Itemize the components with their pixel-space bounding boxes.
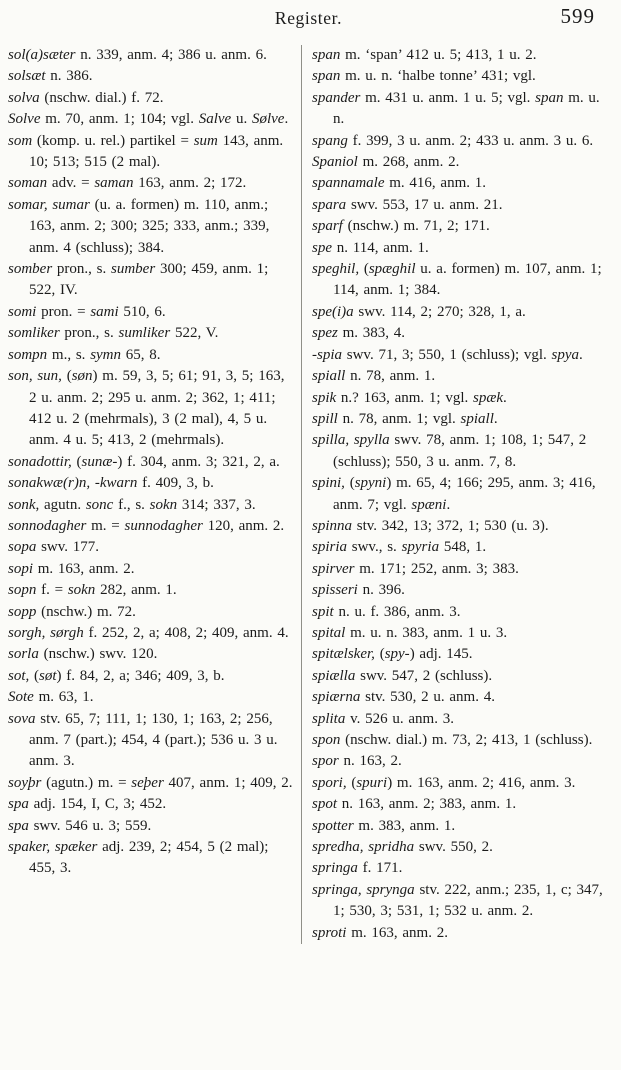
entry-references: m. 163, anm. 2. (346, 924, 448, 941)
headword: Sote (8, 689, 34, 706)
entry-references: m. u. n. (333, 89, 600, 128)
entry-references: f. 399, 3 u. anm. 2; 433 u. anm. 3 u. 6. (347, 132, 594, 149)
index-entry (8, 559, 296, 580)
headword: spinna (312, 517, 353, 534)
headword: sompn (8, 346, 48, 363)
headword: sol(a)sæter (8, 47, 76, 63)
headword: sopa (8, 539, 37, 556)
entry-references: m. 416, anm. 1. (384, 175, 486, 192)
entry-references: swv. 114, 2; 270; 328, 1, a. (353, 303, 526, 320)
headword: spirver (312, 560, 355, 577)
entry-references: 548, 1. (439, 539, 487, 556)
index-entry (312, 687, 609, 708)
entry-references: 163, anm. 2; 172. (133, 175, 247, 192)
headword: spiælla (312, 667, 356, 684)
headword: splita (312, 710, 346, 727)
entry-references: m. ‘span’ 412 u. 5; 413, 1 u. 2. (340, 47, 537, 63)
headword: spang (312, 132, 348, 149)
index-entry (312, 131, 609, 152)
entry-references: ( (344, 475, 355, 492)
headword: Solve (8, 111, 41, 128)
headword: spez (312, 325, 338, 342)
headword: spander (312, 89, 361, 106)
entry-references: n. 163, anm. 2; 383, anm. 1. (337, 796, 517, 813)
index-entry (8, 131, 296, 174)
entry-references: u. (231, 111, 252, 128)
entry-references: adj. 239, 2; 454, 5 (2 mal); 455, 3. (29, 839, 269, 877)
headword: sproti (312, 924, 347, 941)
headword: sokn (149, 496, 178, 513)
headword: springa, sprynga (312, 881, 415, 898)
entry-references: ( (61, 368, 72, 385)
headword: sum (193, 132, 218, 149)
headword: sunnodagher (124, 517, 203, 534)
headword: spya (551, 346, 580, 363)
index-entry (8, 537, 296, 558)
entry-references: m. 383, anm. 1. (353, 817, 456, 834)
page-header (8, 4, 609, 36)
index-entry (8, 452, 296, 473)
index-entry (312, 602, 609, 623)
index-column-right (301, 45, 609, 944)
entry-references: 65, 8. (121, 346, 161, 363)
entry-references: n.? 163, anm. 1; vgl. (336, 389, 473, 406)
headword: symn (90, 346, 122, 363)
entry-references: n. 78, anm. 1. (345, 368, 436, 385)
entry-references: m. = (86, 517, 125, 534)
index-entry (8, 345, 296, 366)
index-entry (312, 88, 609, 131)
headword: spe (312, 239, 332, 256)
index-entry (312, 751, 609, 772)
index-entry (8, 580, 296, 601)
index-entry (312, 837, 609, 858)
index-entry (8, 516, 296, 537)
headword: som (8, 132, 33, 149)
index-entry (8, 816, 296, 837)
index-entry (8, 623, 296, 644)
entry-references: ( (29, 667, 40, 684)
headword: somliker (8, 325, 60, 342)
index-entry (312, 537, 609, 558)
entry-references: m. 70, anm. 1; 104; vgl. (40, 111, 199, 128)
headword: springa (312, 860, 358, 877)
headword: sumliker (118, 325, 171, 342)
headword: Salve (198, 111, 232, 128)
headword: sova (8, 710, 36, 727)
headword: spon (312, 732, 341, 748)
headword: sot, (8, 667, 30, 684)
headword: spitælsker, (312, 646, 375, 663)
headword: spilla, spylla (312, 432, 390, 449)
entry-references: m. u. n. 383, anm. 1 u. 3. (345, 624, 508, 641)
headword: spiall (312, 368, 346, 385)
index-entry (312, 430, 609, 473)
entry-references: m. 383, 4. (337, 325, 406, 342)
headword: sumber (111, 261, 156, 278)
index-entry (8, 602, 296, 623)
index-entry (8, 666, 296, 687)
headword: Sølve (251, 111, 285, 128)
index-entry (312, 173, 609, 194)
entry-references: ) f. 84, 2, a; 346; 409, 3, b. (56, 667, 225, 684)
index-entry (312, 858, 609, 879)
index-entry (312, 644, 609, 665)
entry-references: swv. 553, 17 u. anm. 21. (346, 196, 503, 213)
headword: somi (8, 303, 37, 320)
index-entry (312, 580, 609, 601)
entry-references: (u. a. formen) m. 110, anm.; 163, anm. 2; 300; 325; 333, anm.; 339, anm. 4 (schluss); 384. (29, 196, 270, 256)
headword: spa (8, 796, 29, 813)
entry-references: . (579, 346, 583, 363)
index-entry (8, 644, 296, 665)
entry-references: (agutn.) m. = (41, 774, 132, 791)
headword: sonadottir, (8, 453, 72, 470)
index-entry (312, 409, 609, 430)
entry-references: n. u. f. 386, anm. 3. (333, 603, 461, 620)
entry-references: . (284, 111, 289, 128)
index-entry (312, 794, 609, 815)
index-entry (8, 302, 296, 323)
headword: spaker, spæker (8, 839, 98, 856)
entry-references: (nschw.) swv. 120. (38, 646, 158, 663)
index-entry (312, 709, 609, 730)
entry-references: 143, anm. 10; 513; 515 (2 mal). (29, 132, 284, 171)
entry-references: ) m. 163, anm. 2; 416, anm. 3. (387, 774, 576, 791)
headword: sparf (312, 218, 343, 235)
headword: spini, (312, 475, 345, 492)
headword: spotter (312, 817, 354, 834)
headword: sami (90, 303, 119, 320)
index-entry (312, 366, 609, 387)
headword: søn (71, 368, 93, 385)
index-entry (312, 302, 609, 323)
entry-references: f. 171. (357, 860, 403, 877)
headword: spiall (460, 410, 494, 427)
headword: spill (312, 410, 338, 427)
headword: sopi (8, 560, 34, 577)
headword: span (535, 89, 564, 106)
entry-references: (komp. u. rel.) partikel = (32, 132, 194, 149)
headword: sonc (85, 496, 114, 513)
headword: spa (8, 817, 29, 834)
headword: -spia (312, 346, 342, 363)
index-entry (8, 66, 296, 87)
entry-references: swv. 550, 2. (414, 839, 493, 856)
headword: spy- (384, 646, 410, 663)
entry-references: ) m. 65, 4; 166; 295, anm. 3; 416, anm. 7; vgl. (333, 475, 596, 513)
headword: spredha, spridha (312, 839, 415, 856)
headword: sorla (8, 646, 39, 663)
entry-references: f. = (36, 582, 68, 599)
index-entry (8, 88, 296, 109)
index-entry (312, 816, 609, 837)
entry-references: n. 396. (357, 582, 405, 599)
headword: spyria (401, 539, 440, 556)
headword: sunæ- (81, 453, 118, 470)
entry-references: n. 163, 2. (338, 753, 402, 770)
entry-references: m. 63, 1. (33, 689, 94, 706)
entry-references: m. 163, anm. 2. (33, 560, 135, 577)
entry-references: n. 339, anm. 4; 386 u. anm. 6. (75, 47, 267, 63)
index-entry (8, 794, 296, 815)
index-entry (312, 66, 609, 87)
index-entry (8, 173, 296, 194)
index-entry (8, 473, 296, 494)
index-columns (8, 45, 609, 944)
entry-references: (nschw. dial.) m. 73, 2; 413, 1 (schluss). (340, 732, 593, 748)
entry-references: stv. 222, anm.; 235, 1, c; 347, 1; 530, 3; 531, 1; 532 u. anm. 2. (333, 881, 603, 920)
entry-references: ( (346, 774, 357, 791)
index-entry (312, 473, 609, 516)
headword: son, sun, (8, 368, 62, 385)
page-number: 599 (560, 4, 595, 28)
entry-references: swv. 177. (36, 539, 100, 556)
headword: spannamale (312, 175, 385, 192)
index-entry (312, 730, 609, 751)
entry-references: swv., s. (347, 539, 402, 556)
entry-references: (nschw.) m. 72. (36, 603, 136, 620)
headword: spori, (312, 774, 347, 791)
index-entry (312, 559, 609, 580)
index-entry (8, 323, 296, 344)
entry-references: swv. 71, 3; 550, 1 (schluss); vgl. (342, 346, 552, 363)
entry-references: m. 171; 252, anm. 3; 383. (354, 560, 519, 577)
headword: span (312, 47, 341, 63)
headword: spuri (356, 774, 388, 791)
entry-references: u. a. formen) m. 107, anm. 1; 114, anm. 1; 384. (333, 261, 602, 299)
headword: spara (312, 196, 347, 213)
headword: solva (8, 89, 40, 106)
entry-references: 120, anm. 2. (202, 517, 285, 534)
headword: spe(i)a (312, 303, 354, 320)
entry-references: agutn. (39, 496, 86, 513)
index-entry (8, 195, 296, 259)
index-entry (8, 109, 296, 130)
entry-references: pron., s. (52, 261, 112, 278)
index-column-left (8, 45, 301, 880)
headword: spyni (354, 475, 387, 492)
headword: spæni (411, 496, 447, 513)
headword: sorgh, sørgh (8, 624, 84, 641)
headword: spit (312, 603, 334, 620)
index-entry (8, 773, 296, 794)
entry-references: m. 268, anm. 2. (357, 154, 460, 171)
entry-references: m. u. n. ‘halbe tonne’ 431; vgl. (340, 68, 536, 85)
index-entry (312, 923, 609, 944)
index-entry (312, 388, 609, 409)
entry-references: 314; 337, 3. (177, 496, 256, 513)
entry-references: 522, V. (170, 325, 219, 342)
index-entry (8, 709, 296, 773)
headword: spæk (473, 389, 503, 406)
headword: spik (312, 389, 337, 406)
headword: soman (8, 175, 48, 192)
entry-references: ) f. 304, anm. 3; 321, 2, a. (117, 453, 280, 470)
headword: sonnodagher (8, 517, 87, 534)
headword: sonakwæ(r)n, -kwarn (8, 475, 138, 492)
index-entry (312, 666, 609, 687)
headword: somar, sumar (8, 196, 90, 213)
entry-references: swv. 546 u. 3; 559. (28, 817, 152, 834)
entry-references: n. 78, anm. 1; vgl. (337, 410, 461, 427)
entry-references: f. 252, 2, a; 408, 2; 409, anm. 4. (83, 624, 289, 641)
headword: solsæt (8, 68, 46, 85)
entry-references: ) m. 59, 3, 5; 61; 91, 3, 5; 163, 2 u. anm. 2; 295 u. anm. 2; 362, 1; 411; 412 u. 2 (mehrmals), 3 (2 mal), 4, 5 u. anm. 4 u. 5; 413, 2 (mehrmals). (29, 368, 285, 449)
headword: Spaniol (312, 154, 358, 171)
entry-references: pron., s. (59, 325, 119, 342)
entry-references: m. 431 u. anm. 1 u. 5; vgl. (360, 89, 536, 106)
headword: søt (39, 667, 57, 684)
entry-references: ( (374, 646, 385, 663)
index-entry (8, 259, 296, 302)
entry-references: n. 114, anm. 1. (332, 239, 429, 256)
entry-references: . (503, 389, 507, 406)
index-entry (312, 45, 609, 66)
index-entry (312, 773, 609, 794)
entry-references: ( (359, 261, 369, 278)
entry-references: stv. 65, 7; 111, 1; 130, 1; 163, 2; 256, anm. 7 (part.); 454, 4 (part.); 536 u. 3 u. anm. 3. (29, 710, 278, 770)
index-entry (312, 152, 609, 173)
entry-references: . (493, 410, 498, 427)
entry-references: (nschw.) m. 71, 2; 171. (342, 218, 490, 235)
entry-references: 282, anm. 1. (95, 582, 177, 599)
index-entry (312, 345, 609, 366)
headword: somber (8, 261, 53, 278)
entry-references: adj. 154, I, C, 3; 452. (28, 796, 167, 813)
entry-references: swv. 78, anm. 1; 108, 1; 547, 2 (schluss); 550, 3 u. anm. 7, 8. (333, 432, 587, 470)
entry-references: stv. 342, 13; 372, 1; 530 (u. 3). (352, 517, 549, 534)
entry-references: f., s. (113, 496, 150, 513)
entry-references: adv. = (47, 175, 95, 192)
headword: seþer (131, 774, 164, 791)
index-entry (312, 238, 609, 259)
index-entry (8, 495, 296, 516)
headword: spiærna (312, 689, 361, 706)
entry-references: swv. 547, 2 (schluss). (355, 667, 493, 684)
headword: sonk, (8, 496, 40, 513)
headword: saman (94, 175, 134, 192)
entry-references: pron. = (36, 303, 91, 320)
headword: spital (312, 624, 346, 641)
index-entry (8, 837, 296, 880)
index-entry (312, 259, 609, 302)
headword: sokn (67, 582, 96, 599)
index-entry (312, 323, 609, 344)
entry-references: . (446, 496, 451, 513)
entry-references: ) adj. 145. (409, 646, 473, 663)
headword: spisseri (312, 582, 358, 599)
entry-references: 407, anm. 1; 409, 2. (163, 774, 293, 791)
headword: spor (312, 753, 339, 770)
headword: soyþr (8, 774, 42, 791)
index-entry (312, 216, 609, 237)
headword: speghil, (312, 261, 360, 278)
index-entry (8, 45, 296, 66)
entry-references: v. 526 u. anm. 3. (345, 710, 454, 727)
headword: span (312, 68, 341, 85)
index-entry (312, 623, 609, 644)
entry-references: (nschw. dial.) f. 72. (39, 89, 164, 106)
index-entry (312, 195, 609, 216)
index-entry (8, 687, 296, 708)
headword: sopn (8, 582, 37, 599)
entry-references: n. 386. (45, 68, 93, 85)
index-entry (312, 880, 609, 923)
entry-references: stv. 530, 2 u. anm. 4. (360, 689, 495, 706)
entry-references: ( (71, 453, 82, 470)
headword: spæghil (368, 261, 416, 278)
index-entry (8, 366, 296, 452)
page-title: Register. (274, 8, 343, 28)
entry-references: m., s. (47, 346, 91, 363)
index-entry (312, 516, 609, 537)
entry-references: 300; 459, anm. 1; 522, IV. (29, 261, 269, 299)
headword: spiria (312, 539, 348, 556)
headword: sopp (8, 603, 37, 620)
entry-references: f. 409, 3, b. (137, 475, 214, 492)
entry-references: 510, 6. (118, 303, 166, 320)
headword: spot (312, 796, 338, 813)
